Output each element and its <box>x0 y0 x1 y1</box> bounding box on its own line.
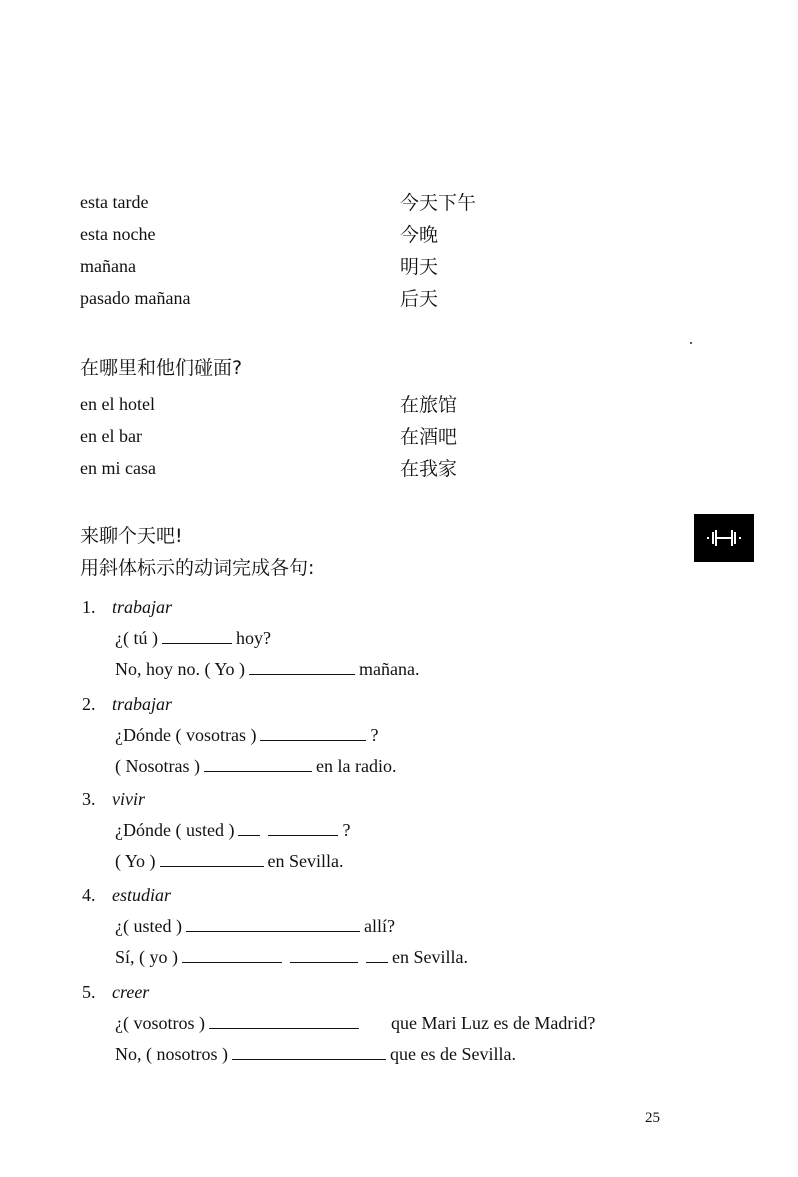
speck <box>690 342 692 344</box>
answer-blank[interactable] <box>160 865 264 867</box>
vocab-es: esta noche <box>80 224 156 244</box>
item-line <box>115 1013 595 1034</box>
vocab-zh: 今天下午 <box>400 192 477 214</box>
item-number: 4. <box>82 885 96 905</box>
item-verb: creer <box>112 982 150 1002</box>
line-prefix: Sí, ( yo ) <box>115 947 178 967</box>
line-suffix: hoy? <box>235 628 271 648</box>
vocab-zh: 明天 <box>400 256 439 278</box>
item-verb: trabajar <box>112 597 173 617</box>
answer-blank[interactable] <box>366 961 388 963</box>
line-suffix: en Sevilla. <box>392 947 468 967</box>
dumbbell-icon <box>706 528 742 548</box>
item-line <box>115 756 396 777</box>
line-prefix: ¿( vosotros ) <box>115 1013 205 1033</box>
vocab-zh: 后天 <box>400 288 439 310</box>
line-suffix: ? <box>370 725 379 745</box>
vocab-zh: 在旅馆 <box>400 394 458 416</box>
answer-blank[interactable] <box>204 770 312 772</box>
answer-blank[interactable] <box>249 673 355 675</box>
item-verb: trabajar <box>112 694 173 714</box>
vocab-es: en el bar <box>80 426 142 446</box>
line-prefix: ¿Dónde ( vosotras ) <box>115 725 257 745</box>
exercise-instruction: 用斜体标示的动词完成各句: <box>80 557 315 579</box>
line-suffix: mañana. <box>359 659 420 679</box>
exercise-title: 来聊个天吧! <box>80 525 183 547</box>
line-prefix: ( Yo ) <box>115 851 156 871</box>
line-suffix: que Mari Luz es de Madrid? <box>390 1013 596 1033</box>
line-suffix: en Sevilla. <box>267 851 344 871</box>
line-prefix: No, ( nosotros ) <box>115 1044 228 1064</box>
item-number: 2. <box>82 694 96 714</box>
item-verb: estudiar <box>112 885 172 905</box>
line-suffix: que es de Sevilla. <box>390 1044 516 1064</box>
line-prefix: ¿( usted ) <box>115 916 182 936</box>
answer-blank[interactable] <box>238 834 260 836</box>
answer-blank[interactable] <box>268 834 338 836</box>
item-line <box>115 851 344 872</box>
place-heading: 在哪里和他们碰面? <box>80 357 243 379</box>
vocab-es: en mi casa <box>80 458 156 478</box>
section-tab <box>694 514 754 562</box>
answer-blank[interactable] <box>186 930 360 932</box>
vocab-zh: 在酒吧 <box>400 426 458 448</box>
vocab-es: pasado mañana <box>80 288 191 308</box>
vocab-zh: 今晚 <box>400 224 439 246</box>
line-prefix: ¿( tú ) <box>115 628 158 648</box>
item-line <box>115 947 468 968</box>
answer-blank[interactable] <box>290 961 358 963</box>
item-line <box>115 1044 516 1065</box>
answer-blank[interactable] <box>162 642 232 644</box>
line-prefix: ¿Dónde ( usted ) <box>115 820 235 840</box>
item-number: 3. <box>82 789 96 809</box>
item-line <box>115 659 420 680</box>
page-number: 25 <box>645 1110 660 1126</box>
vocab-es: en el hotel <box>80 394 155 414</box>
item-line <box>115 725 378 746</box>
line-suffix: allí? <box>363 916 395 936</box>
item-verb: vivir <box>112 789 145 809</box>
item-number: 5. <box>82 982 96 1002</box>
item-number: 1. <box>82 597 96 617</box>
line-prefix: No, hoy no. ( Yo ) <box>115 659 246 679</box>
vocab-zh: 在我家 <box>400 458 458 480</box>
item-line <box>115 820 350 841</box>
vocab-es: esta tarde <box>80 192 149 212</box>
line-suffix: en la radio. <box>315 756 397 776</box>
answer-blank[interactable] <box>209 1027 359 1029</box>
answer-blank[interactable] <box>232 1058 386 1060</box>
vocab-es: mañana <box>80 256 136 276</box>
answer-blank[interactable] <box>182 961 282 963</box>
line-prefix: ( Nosotras ) <box>115 756 200 776</box>
answer-blank[interactable] <box>260 739 366 741</box>
item-line <box>115 628 271 649</box>
item-line <box>115 916 395 937</box>
line-suffix: ? <box>342 820 351 840</box>
